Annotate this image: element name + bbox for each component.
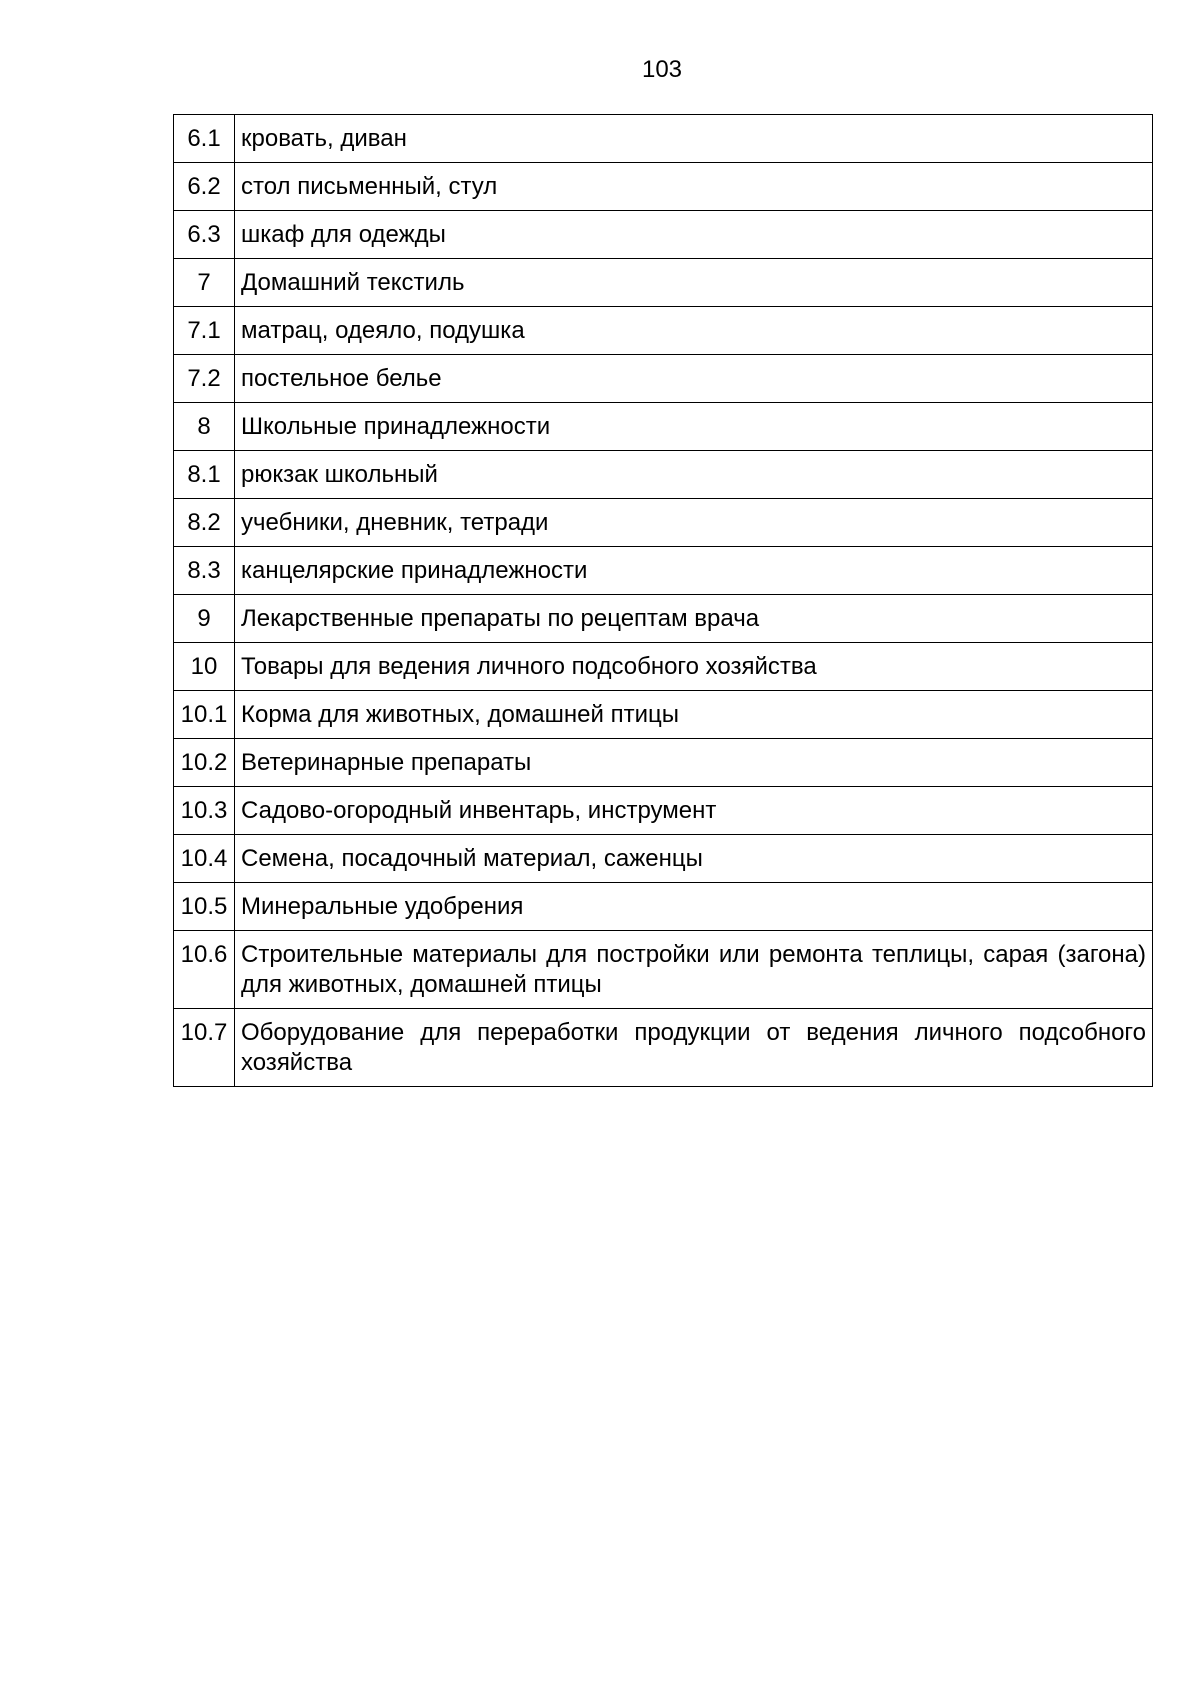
table-row [174,355,1153,403]
page-number: 103 [641,56,683,83]
table-row [174,403,1153,451]
row-number: 8.1 [174,451,235,499]
row-number: 10.7 [174,1009,235,1087]
row-text: Минеральные удобрения [235,883,1153,931]
row-number: 6.1 [174,115,235,163]
row-text: Школьные принадлежности [235,403,1153,451]
row-text: постельное белье [235,355,1153,403]
row-text: стол письменный, стул [235,163,1153,211]
table-row [174,211,1153,259]
table-row [174,691,1153,739]
items-table [173,114,1153,1087]
row-text: Ветеринарные препараты [235,739,1153,787]
row-number: 8 [174,403,235,451]
row-text: Корма для животных, домашней птицы [235,691,1153,739]
row-text: Садово-огородный инвентарь, инструмент [235,787,1153,835]
table-row [174,595,1153,643]
row-number: 10.6 [174,931,235,1009]
row-text: матрац, одеяло, подушка [235,307,1153,355]
table-row [174,739,1153,787]
row-number: 10.1 [174,691,235,739]
row-text: Домашний текстиль [235,259,1153,307]
table-row [174,883,1153,931]
row-number: 7 [174,259,235,307]
row-number: 7.2 [174,355,235,403]
table-row [174,787,1153,835]
row-text: Строительные материалы для постройки или ремонта теплицы, сарая (загона) для животных, домашней птицы [235,931,1153,1009]
row-number: 10 [174,643,235,691]
table-row [174,931,1153,1009]
table-row [174,163,1153,211]
row-number: 7.1 [174,307,235,355]
row-number: 10.5 [174,883,235,931]
table-row [174,835,1153,883]
table-row [174,307,1153,355]
row-number: 10.2 [174,739,235,787]
table-row [174,115,1153,163]
table-row [174,259,1153,307]
table-row [174,1009,1153,1087]
row-number: 9 [174,595,235,643]
row-text: Лекарственные препараты по рецептам врача [235,595,1153,643]
row-number: 10.3 [174,787,235,835]
row-number: 8.2 [174,499,235,547]
row-text: шкаф для одежды [235,211,1153,259]
table-row [174,499,1153,547]
row-number: 8.3 [174,547,235,595]
row-text: учебники, дневник, тетради [235,499,1153,547]
row-number: 10.4 [174,835,235,883]
row-number: 6.3 [174,211,235,259]
row-text: Семена, посадочный материал, саженцы [235,835,1153,883]
row-text: кровать, диван [235,115,1153,163]
table-row [174,643,1153,691]
row-text: Оборудование для переработки продукции от ведения личного подсобного хозяйства [235,1009,1153,1087]
row-number: 6.2 [174,163,235,211]
row-text: канцелярские принадлежности [235,547,1153,595]
row-text: Товары для ведения личного подсобного хозяйства [235,643,1153,691]
row-text: рюкзак школьный [235,451,1153,499]
table-row [174,547,1153,595]
table-row [174,451,1153,499]
